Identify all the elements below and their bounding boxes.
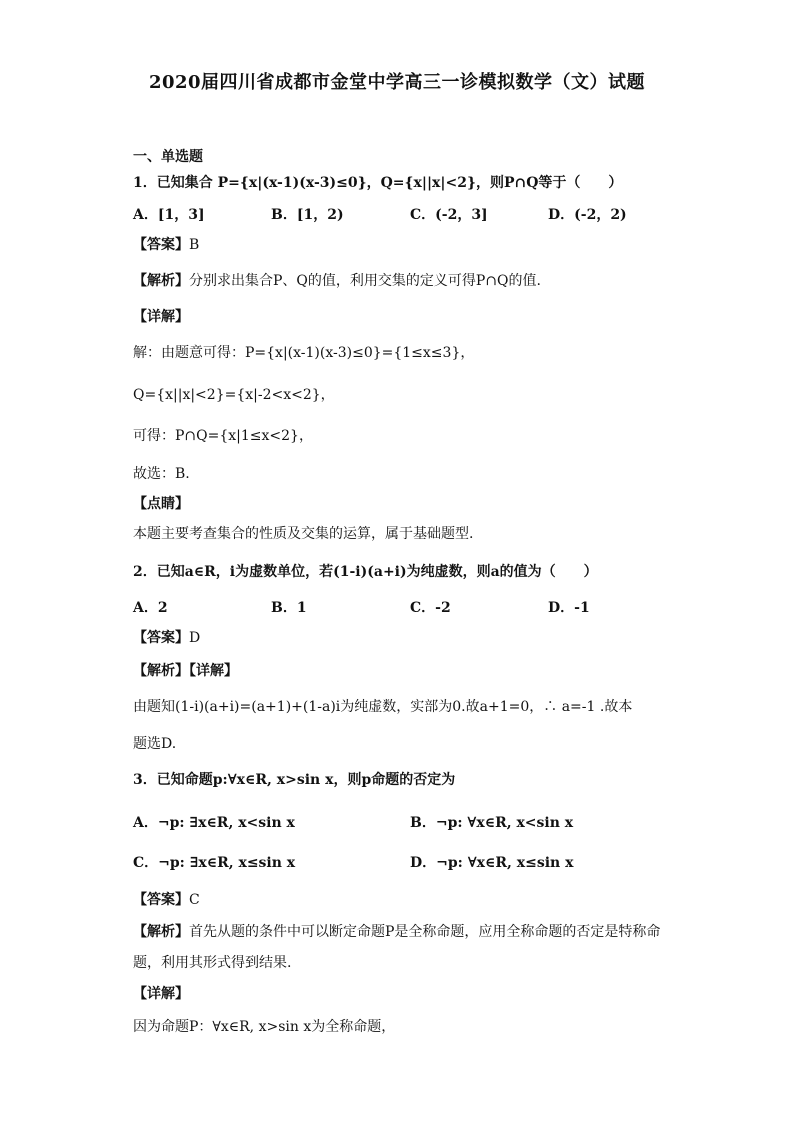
answer-value: C [189, 892, 200, 908]
q2-detail-line-1: 由题知(1-i)(a+i)=(a+1)+(1-a)i为纯虚数，实部为0.故a+1=0，∴ a=-1 .故本 [133, 699, 633, 715]
analysis-text: 首先从题的条件中可以断定命题P是全称命题，应用全称命题的否定是特称命 [189, 924, 661, 940]
q2-detail-line-2: 题选D. [133, 736, 177, 752]
q3-analysis-line-2: 题，利用其形式得到结果. [133, 955, 292, 971]
q1-detail-line-4: 故选：B. [133, 466, 190, 482]
q3-option-a: A．¬p: ∃x∈R, x<sin x [133, 815, 295, 831]
q1-stem-prefix: 1．已知集合 [133, 175, 218, 191]
question-3-stem: 3．已知命题p:∀x∈R, x>sin x，则p命题的否定为 [133, 772, 456, 788]
q3-analysis-line-1 [133, 921, 660, 941]
question-1-stem [133, 172, 622, 192]
q3-answer [133, 889, 200, 909]
q1-option-c: C．(-2，3] [410, 207, 488, 223]
q1-option-d: D．(-2，2) [548, 207, 627, 223]
q1-detail-label: 【详解】 [133, 309, 189, 325]
q1-option-b: B．[1，2) [271, 207, 344, 223]
answer-value: D [189, 630, 201, 646]
analysis-label: 【解析】 [133, 924, 189, 940]
q1-stem-suffix: ，则P∩Q等于（ ） [475, 175, 623, 191]
q2-option-c: C．-2 [410, 600, 451, 616]
answer-value: B [189, 237, 200, 253]
q1-answer [133, 234, 199, 254]
q1-detail-line-2: Q={x||x|<2}={x|-2<x<2}， [133, 387, 335, 403]
q3-option-c: C．¬p: ∃x∈R, x≤sin x [133, 855, 296, 871]
q3-option-b: B．¬p: ∀x∈R, x<sin x [410, 815, 574, 831]
q1-comment-label: 【点睛】 [133, 496, 189, 512]
q1-stem-math: P={x|(x-1)(x-3)≤0}，Q={x||x|<2} [217, 175, 476, 191]
answer-label: 【答案】 [133, 630, 189, 646]
q2-option-d: D．-1 [548, 600, 590, 616]
q1-detail-line-3: 可得：P∩Q={x|1≤x<2}， [133, 428, 313, 444]
analysis-label: 【解析】 [133, 273, 189, 289]
q2-option-b: B．1 [271, 600, 307, 616]
answer-label: 【答案】 [133, 892, 189, 908]
q1-option-a: A．[1，3] [133, 207, 205, 223]
q2-answer [133, 627, 200, 647]
section-heading: 一、单选题 [133, 149, 203, 165]
q1-analysis [133, 270, 541, 290]
q1-comment: 本题主要考查集合的性质及交集的运算，属于基础题型. [133, 526, 474, 542]
question-2-stem: 2．已知a∈R，i为虚数单位，若(1-i)(a+i)为纯虚数，则a的值为（ ） [133, 564, 598, 580]
q2-analysis-label: 【解析】【详解】 [133, 663, 238, 679]
page-title: 2020届四川省成都市金堂中学高三一诊模拟数学（文）试题 [148, 72, 646, 93]
analysis-text: 分别求出集合P、Q的值，利用交集的定义可得P∩Q的值. [189, 273, 541, 289]
answer-label: 【答案】 [133, 237, 189, 253]
q3-detail-line: 因为命题P：∀x∈R, x>sin x为全称命题， [133, 1019, 396, 1035]
q1-detail-line-1: 解：由题意可得：P={x|(x-1)(x-3)≤0}={1≤x≤3}， [133, 345, 475, 361]
q2-option-a: A．2 [133, 600, 168, 616]
q3-detail-label: 【详解】 [133, 986, 189, 1002]
q3-option-d: D．¬p: ∀x∈R, x≤sin x [410, 855, 574, 871]
